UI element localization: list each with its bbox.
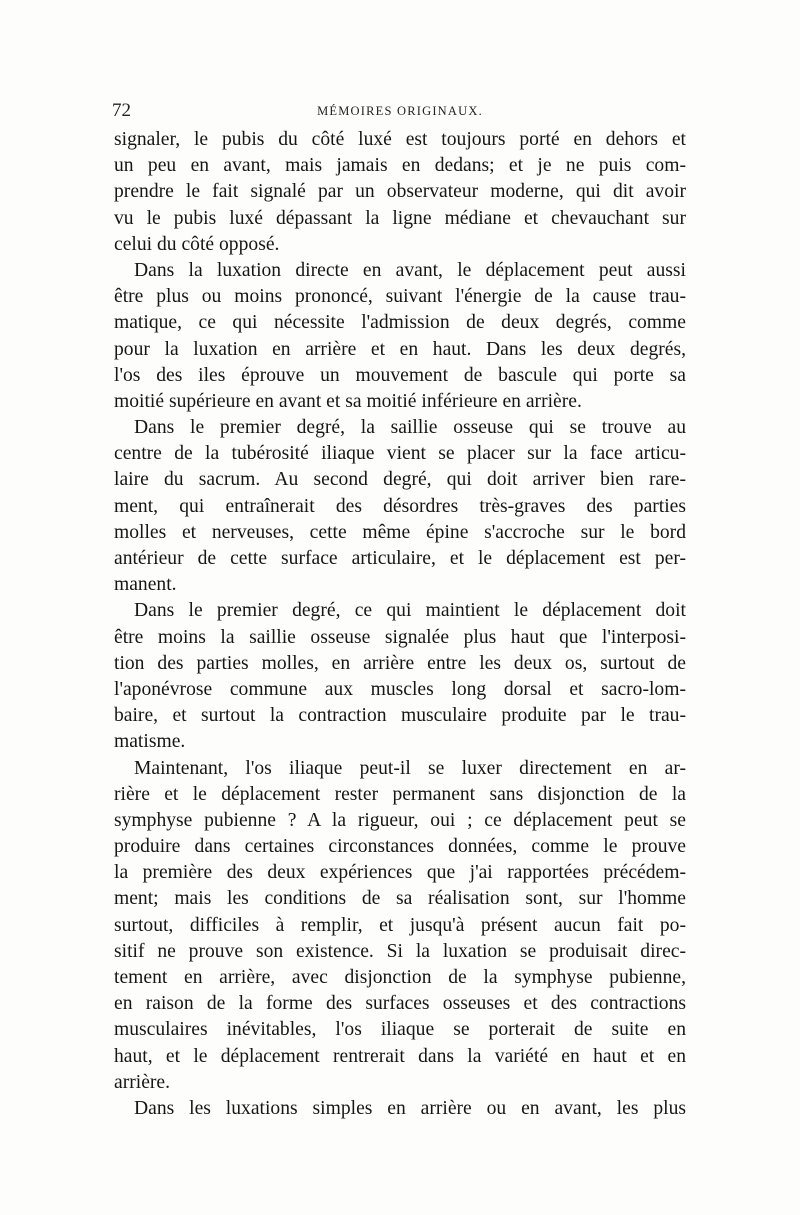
text-line: signaler, le pubis du côté luxé est toujours porté en dehors et [114, 129, 686, 150]
text-line: symphyse pubienne ? A la rigueur, oui ; ce déplacement peut se [114, 809, 686, 831]
text-line: Dans la luxation directe en avant, le déplacement peut aussi [134, 259, 686, 281]
text-line: être plus ou moins prononcé, suivant l'énergie de la cause trau- [114, 286, 686, 308]
text-line: l'aponévrose commune aux muscles long dorsal et sacro-lom- [114, 678, 686, 700]
paragraph [114, 756, 686, 1096]
text-line: manent. [114, 574, 177, 596]
text-line: l'os des iles éprouve un mouvement de bascule qui porte sa [114, 364, 686, 386]
text-line: molles et nerveuses, cette même épine s'accroche sur le bord [114, 521, 686, 543]
paragraph [114, 598, 686, 755]
text-line: laire du sacrum. Au second degré, qui doit arriver bien rare- [114, 469, 686, 491]
text-line: vu le pubis luxé dépassant la ligne médiane et chevauchant sur [114, 207, 686, 229]
text-line: ment, qui entraînerait des désordres très-graves des parties [114, 495, 686, 517]
text-line: prendre le fait signalé par un observateur moderne, qui dit avoir [114, 181, 686, 203]
text-line: arrière. [114, 1071, 171, 1093]
running-title: MÉMOIRES ORIGINAUX. [317, 104, 483, 118]
text-line: matisme. [114, 731, 186, 753]
body-text [114, 127, 686, 1122]
text-line: centre de la tubérosité iliaque vient se placer sur la face articu- [114, 443, 686, 465]
text-line: musculaires inévitables, l'os iliaque se porterait de suite en [114, 1019, 686, 1041]
text-line: Dans le premier degré, la saillie osseuse qui se trouve au [134, 417, 686, 439]
text-line: pour la luxation en arrière et en haut. Dans les deux degrés, [114, 338, 686, 360]
text-line: haut, et le déplacement rentrerait dans la variété en haut et en [114, 1045, 686, 1067]
running-head [112, 100, 688, 122]
text-line: celui du côté opposé. [114, 233, 280, 255]
paragraph [114, 1096, 686, 1122]
text-line: surtout, difficiles à remplir, et jusqu'à présent aucun fait po- [114, 914, 686, 936]
text-line: la première des deux expériences que j'ai rapportées précédem- [114, 862, 686, 884]
text-line: moitié supérieure en avant et sa moitié inférieure en arrière. [114, 390, 582, 412]
text-line: ment; mais les conditions de sa réalisation sont, sur l'homme [114, 888, 686, 910]
text-line: matique, ce qui nécessite l'admission de deux degrés, comme [114, 312, 686, 334]
text-line: tement en arrière, avec disjonction de la symphyse pubienne, [114, 967, 686, 988]
text-line: être moins la saillie osseuse signalée plus haut que l'interposi- [114, 626, 686, 648]
paragraph [114, 415, 686, 598]
text-line: Dans le premier degré, ce qui maintient le déplacement doit [134, 600, 686, 622]
text-line: un peu en avant, mais jamais en dedans; et je ne puis com- [114, 155, 686, 177]
text-line: produire dans certaines circonstances données, comme le prouve [114, 836, 686, 858]
text-line: tion des parties molles, en arrière entre les deux os, surtout de [114, 652, 686, 674]
text-line: rière et le déplacement rester permanent sans disjonction de la [114, 783, 686, 805]
text-line: Maintenant, l'os iliaque peut-il se luxer directement en ar- [134, 757, 686, 779]
page-number: 72 [112, 100, 131, 121]
paragraph [114, 258, 686, 415]
text-line: sitif ne prouve son existence. Si la luxation se produisait direc- [114, 940, 686, 962]
text-line: antérieur de cette surface articulaire, et le déplacement est per- [114, 548, 686, 569]
text-line: baire, et surtout la contraction musculaire produite par le trau- [114, 705, 686, 727]
text-line: Dans les luxations simples en arrière ou en avant, les plus [134, 1097, 686, 1119]
paragraph [114, 127, 686, 258]
text-line: en raison de la forme des surfaces osseuses et des contractions [114, 993, 686, 1015]
